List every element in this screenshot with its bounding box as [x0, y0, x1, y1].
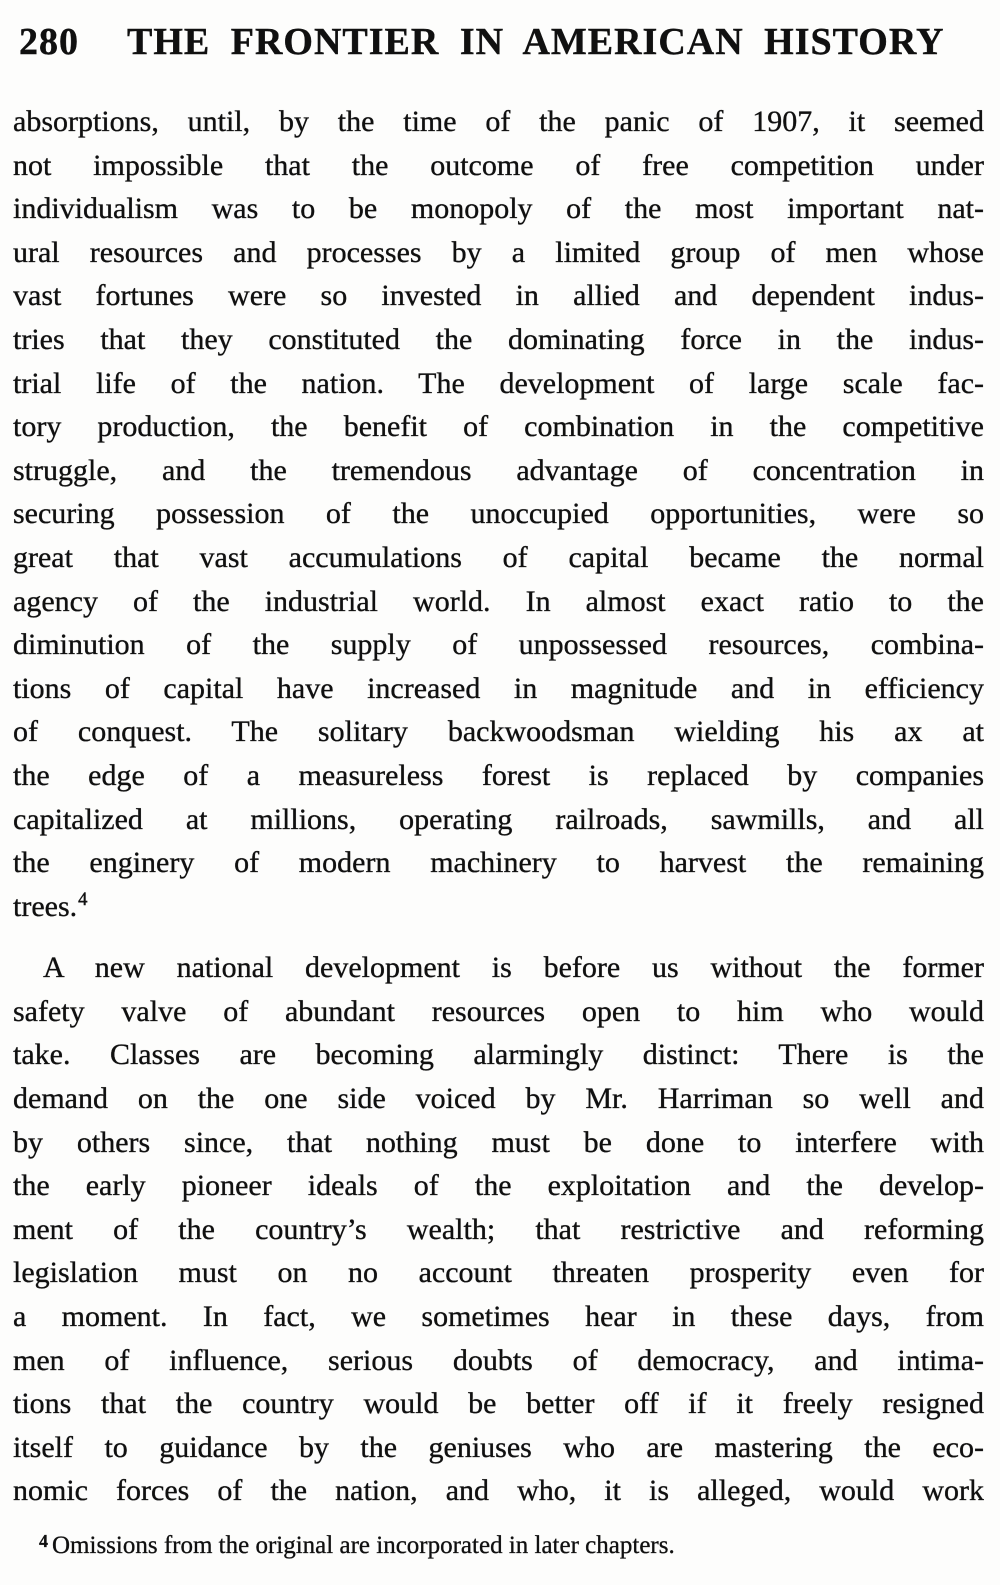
text-line: diminution of the supply of unpossessed resources, combina-	[13, 628, 984, 662]
paragraph-2	[13, 946, 984, 1513]
text-line: demand on the one side voiced by Mr. Harriman so well and	[13, 1082, 984, 1116]
text-line: legislation must on no account threaten prosperity even for	[13, 1256, 984, 1290]
text-line: agency of the industrial world. In almost exact ratio to the	[13, 584, 984, 618]
footnote-text: Omissions from the original are incorporated in later chapters.	[52, 1532, 675, 1559]
text-line: great that vast accumulations of capital became the normal	[13, 540, 984, 574]
text-line: ment of the country’s wealth; that restrictive and reforming	[13, 1212, 984, 1246]
page-number: 280	[19, 21, 79, 63]
footnote	[13, 1529, 984, 1564]
paragraph-1	[13, 100, 984, 928]
text-line: of conquest. The solitary backwoodsman wielding his ax at	[13, 715, 984, 749]
page-body	[13, 100, 984, 1564]
text-line: by others since, that nothing must be done to interfere with	[13, 1125, 984, 1159]
text-line: nomic forces of the nation, and who, it is alleged, would work	[13, 1474, 984, 1508]
text-line: take. Classes are becoming alarmingly distinct: There is the	[13, 1038, 984, 1072]
page-header	[13, 20, 984, 64]
text-line	[13, 885, 984, 929]
text-line: the early pioneer ideals of the exploitation and the develop-	[13, 1169, 984, 1203]
text-line: tions of capital have increased in magnitude and in efficiency	[13, 671, 984, 705]
text-line: absorptions, until, by the time of the panic of 1907, it seemed	[13, 105, 984, 138]
text-line: capitalized at millions, operating railroads, sawmills, and all	[13, 802, 984, 836]
text-line: tions that the country would be better off if it freely resigned	[13, 1387, 984, 1421]
text-line: the edge of a measureless forest is replaced by companies	[13, 758, 984, 792]
text-line: men of influence, serious doubts of democracy, and intima-	[13, 1343, 984, 1377]
text-line: itself to guidance by the geniuses who are mastering the eco-	[13, 1430, 984, 1464]
text-line: securing possession of the unoccupied opportunities, were so	[13, 497, 984, 531]
text-line: tory production, the benefit of combination in the competitive	[13, 410, 984, 444]
text-line: tries that they constituted the dominating force in the indus-	[13, 322, 984, 356]
text-line: a moment. In fact, we sometimes hear in these days, from	[13, 1300, 984, 1334]
text-line: A new national development is before us without the former	[43, 951, 984, 985]
text-line: not impossible that the outcome of free competition under	[13, 148, 984, 182]
text-line: ural resources and processes by a limited group of men whose	[13, 235, 984, 269]
footnote-marker: 4	[39, 1530, 48, 1551]
text-line: the enginery of modern machinery to harvest the remaining	[13, 846, 984, 880]
text-line: struggle, and the tremendous advantage of concentration in	[13, 453, 984, 487]
running-title: THE FRONTIER IN AMERICAN HISTORY	[127, 21, 945, 63]
text-line: safety valve of abundant resources open to him who would	[13, 994, 984, 1028]
text-line: trial life of the nation. The development of large scale fac-	[13, 366, 984, 400]
footnote-reference: 4	[78, 889, 88, 911]
paragraph-end-text: trees.	[13, 889, 78, 923]
text-line: vast fortunes were so invested in allied and dependent indus-	[13, 279, 984, 313]
text-line: individualism was to be monopoly of the most important nat-	[13, 192, 984, 226]
